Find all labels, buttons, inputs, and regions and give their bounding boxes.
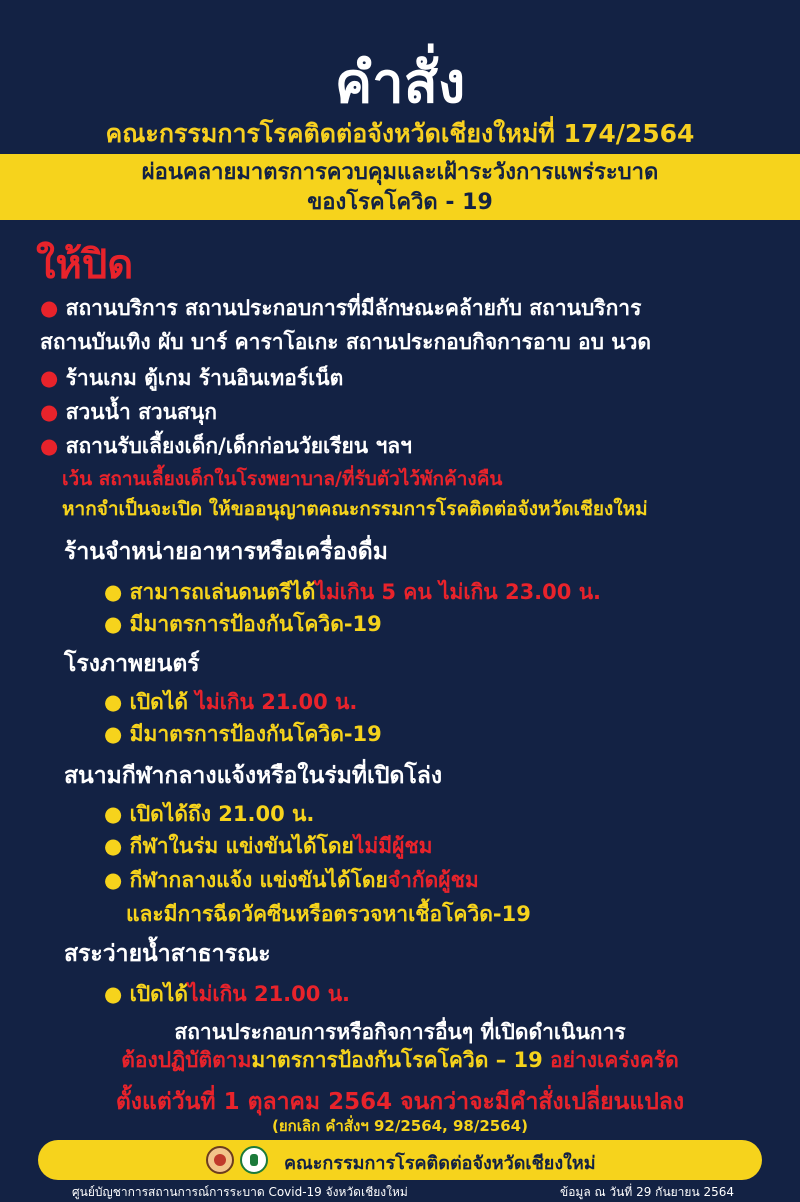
close-item-1-continued: สถานบันเทิง ผับ บาร์ คาราโอเกะ สถานประกอบกิจการอาบ อบ นวด <box>40 330 652 354</box>
committee-name: คณะกรรมการโรคติดต่อจังหวัดเชียงใหม่ <box>284 1153 596 1174</box>
bullet-icon: ● <box>104 802 130 826</box>
cinema-item-1: ● เปิดได้ ไม่เกิน 21.00 น. <box>104 690 358 714</box>
bullet-icon: ● <box>104 690 130 714</box>
footer-banner <box>38 1140 762 1180</box>
close-item-1: ● สถานบริการ สถานประกอบการที่มีลักษณะคล้ายกับ สถานบริการ <box>40 296 642 320</box>
stadium-item-3-continued: และมีการฉีดวัคซีนหรือตรวจหาเชื้อโควิด-19 <box>126 902 531 926</box>
restaurants-heading: ร้านจำหน่ายอาหารหรือเครื่องดื่ม <box>64 539 388 565</box>
stadium-heading: สนามกีฬากลางแจ้งหรือในร่มที่เปิดโล่ง <box>64 763 443 789</box>
closing-line-1: สถานประกอบการหรือกิจการอื่นๆ ที่เปิดดำเนินการ <box>174 1020 626 1044</box>
pool-item-1: ● เปิดได้ไม่เกิน 21.00 น. <box>104 982 351 1006</box>
bullet-icon: ● <box>40 400 66 424</box>
bullet-icon: ● <box>40 366 66 390</box>
bullet-icon: ● <box>104 580 130 604</box>
health-emblem-icon <box>240 1146 268 1174</box>
stadium-item-1: ● เปิดได้ถึง 21.00 น. <box>104 802 315 826</box>
close-item-2: ● ร้านเกม ตู้เกม ร้านอินเทอร์เน็ต <box>40 366 344 390</box>
stadium-item-3: ● กีฬากลางแจ้ง แข่งขันได้โดยจำกัดผู้ชม <box>104 868 479 892</box>
bullet-icon: ● <box>104 982 130 1006</box>
bullet-icon: ● <box>104 722 130 746</box>
cancel-note: (ยกเลิก คำสั่งฯ 92/2564, 98/2564) <box>272 1117 528 1135</box>
closing-line-2: ต้องปฏิบัติตามมาตรการป้องกันโรคโควิด – 19 อย่างเคร่งครัด <box>121 1048 679 1072</box>
effective-date: ตั้งแต่วันที่ 1 ตุลาคม 2564 จนกว่าจะมีคำสั่งเปลี่ยนแปลง <box>115 1089 685 1115</box>
bullet-icon: ● <box>40 296 66 320</box>
bullet-icon: ● <box>104 612 130 636</box>
bullet-icon: ● <box>40 434 66 458</box>
close-item-3: ● สวนน้ำ สวนสนุก <box>40 400 217 424</box>
close-item-4: ● สถานรับเลี้ยงเด็ก/เด็กก่อนวัยเรียน ฯลฯ <box>40 434 412 458</box>
page-title: คำสั่ง <box>334 51 466 116</box>
source-credit: ศูนย์บัญชาการสถานการณ์การระบาด Covid-19 จังหวัดเชียงใหม่ <box>72 1185 408 1199</box>
exception-note: เว้น สถานเลี้ยงเด็กในโรงพยาบาล/ที่รับตัวไว้พักค้างคืน <box>62 468 503 490</box>
bullet-icon: ● <box>104 868 130 892</box>
stadium-item-2: ● กีฬาในร่ม แข่งขันได้โดยไม่มีผู้ชม <box>104 834 433 858</box>
headline-banner <box>0 154 800 220</box>
restaurants-item-1: ● สามารถเล่นดนตรีได้ไม่เกิน 5 คน ไม่เกิน 23.00 น. <box>104 580 602 604</box>
permission-note: หากจำเป็นจะเปิด ให้ขออนุญาตคณะกรรมการโรคติดต่อจังหวัดเชียงใหม่ <box>62 498 648 520</box>
order-subtitle: คณะกรรมการโรคติดต่อจังหวัดเชียงใหม่ที่ 174/2564 <box>105 119 695 148</box>
close-heading: ให้ปิด <box>36 242 134 288</box>
cinema-item-2: ● มีมาตรการป้องกันโควิด-19 <box>104 722 382 746</box>
pool-heading: สระว่ายน้ำสาธารณะ <box>64 941 271 967</box>
bullet-icon: ● <box>104 834 130 858</box>
cinema-heading: โรงภาพยนตร์ <box>64 651 200 677</box>
restaurants-item-2: ● มีมาตรการป้องกันโควิด-19 <box>104 612 382 636</box>
banner-line-2: ของโรคโควิด - 19 <box>307 190 493 215</box>
provincial-seal-icon <box>206 1146 234 1174</box>
data-date: ข้อมูล ณ วันที่ 29 กันยายน 2564 <box>560 1185 735 1199</box>
banner-line-1: ผ่อนคลายมาตรการควบคุมและเฝ้าระวังการแพร่ระบาด <box>141 160 659 185</box>
